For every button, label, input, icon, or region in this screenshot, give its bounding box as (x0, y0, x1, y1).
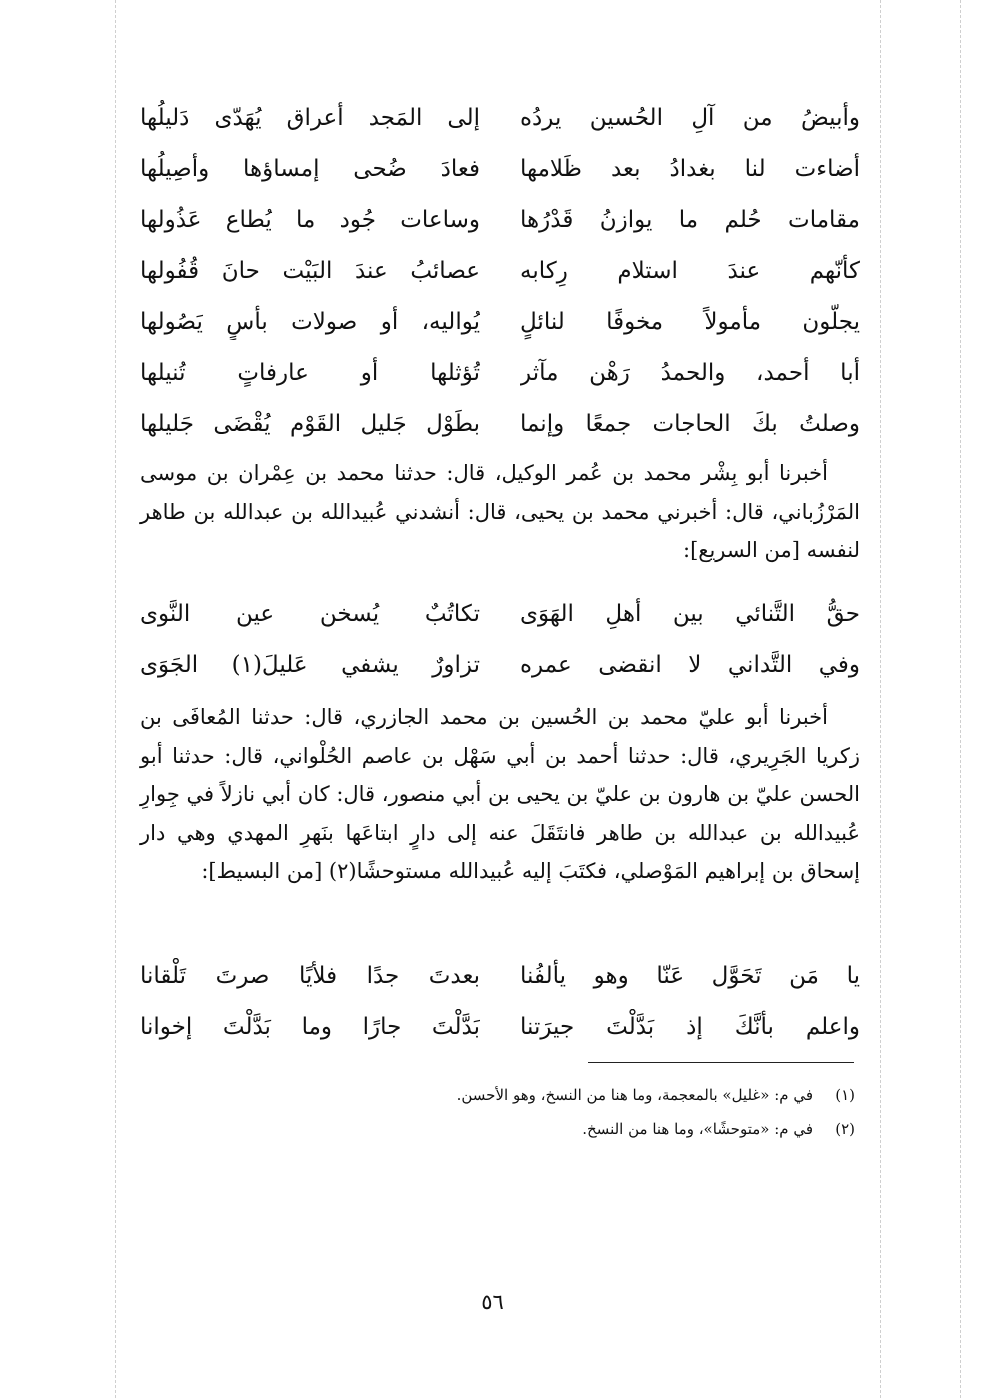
verse-line (140, 406, 860, 457)
verse-first-hemistich: حقُّ التَّنائي بين أهلِ الهَوَى (520, 601, 860, 627)
verse-first-hemistich: أبا أحمد، والحمدُ رَهْن مآثر (520, 360, 860, 386)
footnote-number: (١) (835, 1086, 855, 1104)
margin-guide-line (960, 0, 961, 1398)
verse-first-hemistich: مقامات حُلم ما يوازنُ قَدْرُها (520, 207, 860, 233)
verse-first-hemistich: يجلّون مأمولاً مخوفًا لنائلٍ (520, 309, 860, 335)
footnotes (140, 1078, 855, 1146)
verse-line (140, 202, 860, 253)
verse-second-hemistich: يُواليه، أو صولات بأسٍ يَصُولها (140, 309, 480, 335)
verse-line (140, 355, 860, 406)
footnote (140, 1078, 855, 1112)
margin-guide-line (115, 0, 116, 1398)
verse-second-hemistich: تزاورٌ يشفي عَليلَ(١) الجَوَى (140, 652, 480, 678)
verse-first-hemistich: وصلتُ بكَ الحاجات جمعًا وإنما (520, 411, 860, 437)
verse-first-hemistich: أضاءت لنا بغدادُ بعد ظَلامها (520, 156, 860, 182)
verse-second-hemistich: بعدتَ جدًا فلأيًا صرتَ تَلْقانا (140, 963, 480, 989)
verse-second-hemistich: بَدَّلْتَ جارًا وما بَدَّلْتَ إخوانا (140, 1014, 480, 1040)
verse-line (140, 253, 860, 304)
verse-line (140, 647, 860, 698)
verse-line (140, 958, 860, 1009)
verse-line (140, 1009, 860, 1060)
verse-second-hemistich: تكاتُبٌ يُسخن عين النَّوى (140, 601, 480, 627)
verse-first-hemistich: يا مَن تَحَوَّل عَنّا وهو يألفُنا (520, 963, 860, 989)
page-number: ٥٦ (481, 1290, 504, 1314)
poem-block-1 (140, 100, 860, 457)
verse-first-hemistich: كأنّهم عندَ استلام رِكابه (520, 258, 860, 284)
verse-line (140, 100, 860, 151)
poem-block-2 (140, 596, 860, 698)
verse-second-hemistich: بطَوْل جَليل القَوْم يُقْضَى جَليلها (140, 411, 480, 437)
verse-first-hemistich: وفي التَّداني لا انقضى عمره (520, 652, 860, 678)
footnote-number: (٢) (835, 1120, 855, 1138)
poem-block-3 (140, 958, 860, 1060)
verse-second-hemistich: وساعات جُود ما يُطاع عَذُولها (140, 207, 480, 233)
footnote (140, 1112, 855, 1146)
verse-line (140, 304, 860, 355)
paragraph-text: أخبرنا أبو بِشْر محمد بن عُمر الوكيل، قال: حدثنا محمد بن عِمْران بن موسى المَرْزُباني، قال: أخبرني محمد بن يحيى، قال: أنشدني عُبيدالله بن عبدالله بن طاهر لنفسه [من السريع]: (140, 461, 860, 562)
prose-paragraph-2 (140, 698, 860, 891)
footnote-divider (588, 1062, 854, 1063)
footnote-text: في م: «متوحشًا»، وما هنا من النسخ. (582, 1120, 813, 1138)
verse-line (140, 151, 860, 202)
margin-guide-line (880, 0, 881, 1398)
verse-second-hemistich: تُؤثلها أو عارفاتٍ تُنيلها (140, 360, 480, 386)
verse-first-hemistich: وأبيضُ من آلِ الحُسين يردُه (520, 105, 860, 131)
footnote-text: في م: «غليل» بالمعجمة، وما هنا من النسخ، وهو الأحسن. (456, 1086, 813, 1104)
verse-first-hemistich: واعلم بأنَّكَ إذ بَدَّلْتَ جيرَتنا (520, 1014, 860, 1040)
prose-paragraph-1 (140, 454, 860, 570)
verse-second-hemistich: إلى المَجد أعراق يُهَدّى دَليلُها (140, 105, 480, 131)
verse-second-hemistich: فعادَ ضُحى إمساؤها وأصِيلُها (140, 156, 480, 182)
paragraph-text: أخبرنا أبو عليّ محمد بن الحُسين بن محمد الجازري، قال: حدثنا المُعافَى بن زكريا الجَرِيري، قال: حدثنا أحمد بن أبي سَهْل بن عاصم الحُلْواني، قال: حدثنا أبو الحسن عليّ بن هارون بن عليّ بن يحيى بن أبي منصور، قال: كان أبي نازلاً في جِوارِ عُبيدالله بن عبدالله بن طاهر فانتَقَلَ عنه إلى دارٍ ابتاعَها بنَهرِ المهدي وهي دار إسحاق بن إبراهيم المَوْصلي، فكتَبَ إليه عُبيدالله مستوحشًا(٢) [من البسيط]: (140, 705, 860, 883)
verse-line (140, 596, 860, 647)
verse-second-hemistich: عصائبُ عندَ البَيْت حانَ قُفُولها (140, 258, 480, 284)
